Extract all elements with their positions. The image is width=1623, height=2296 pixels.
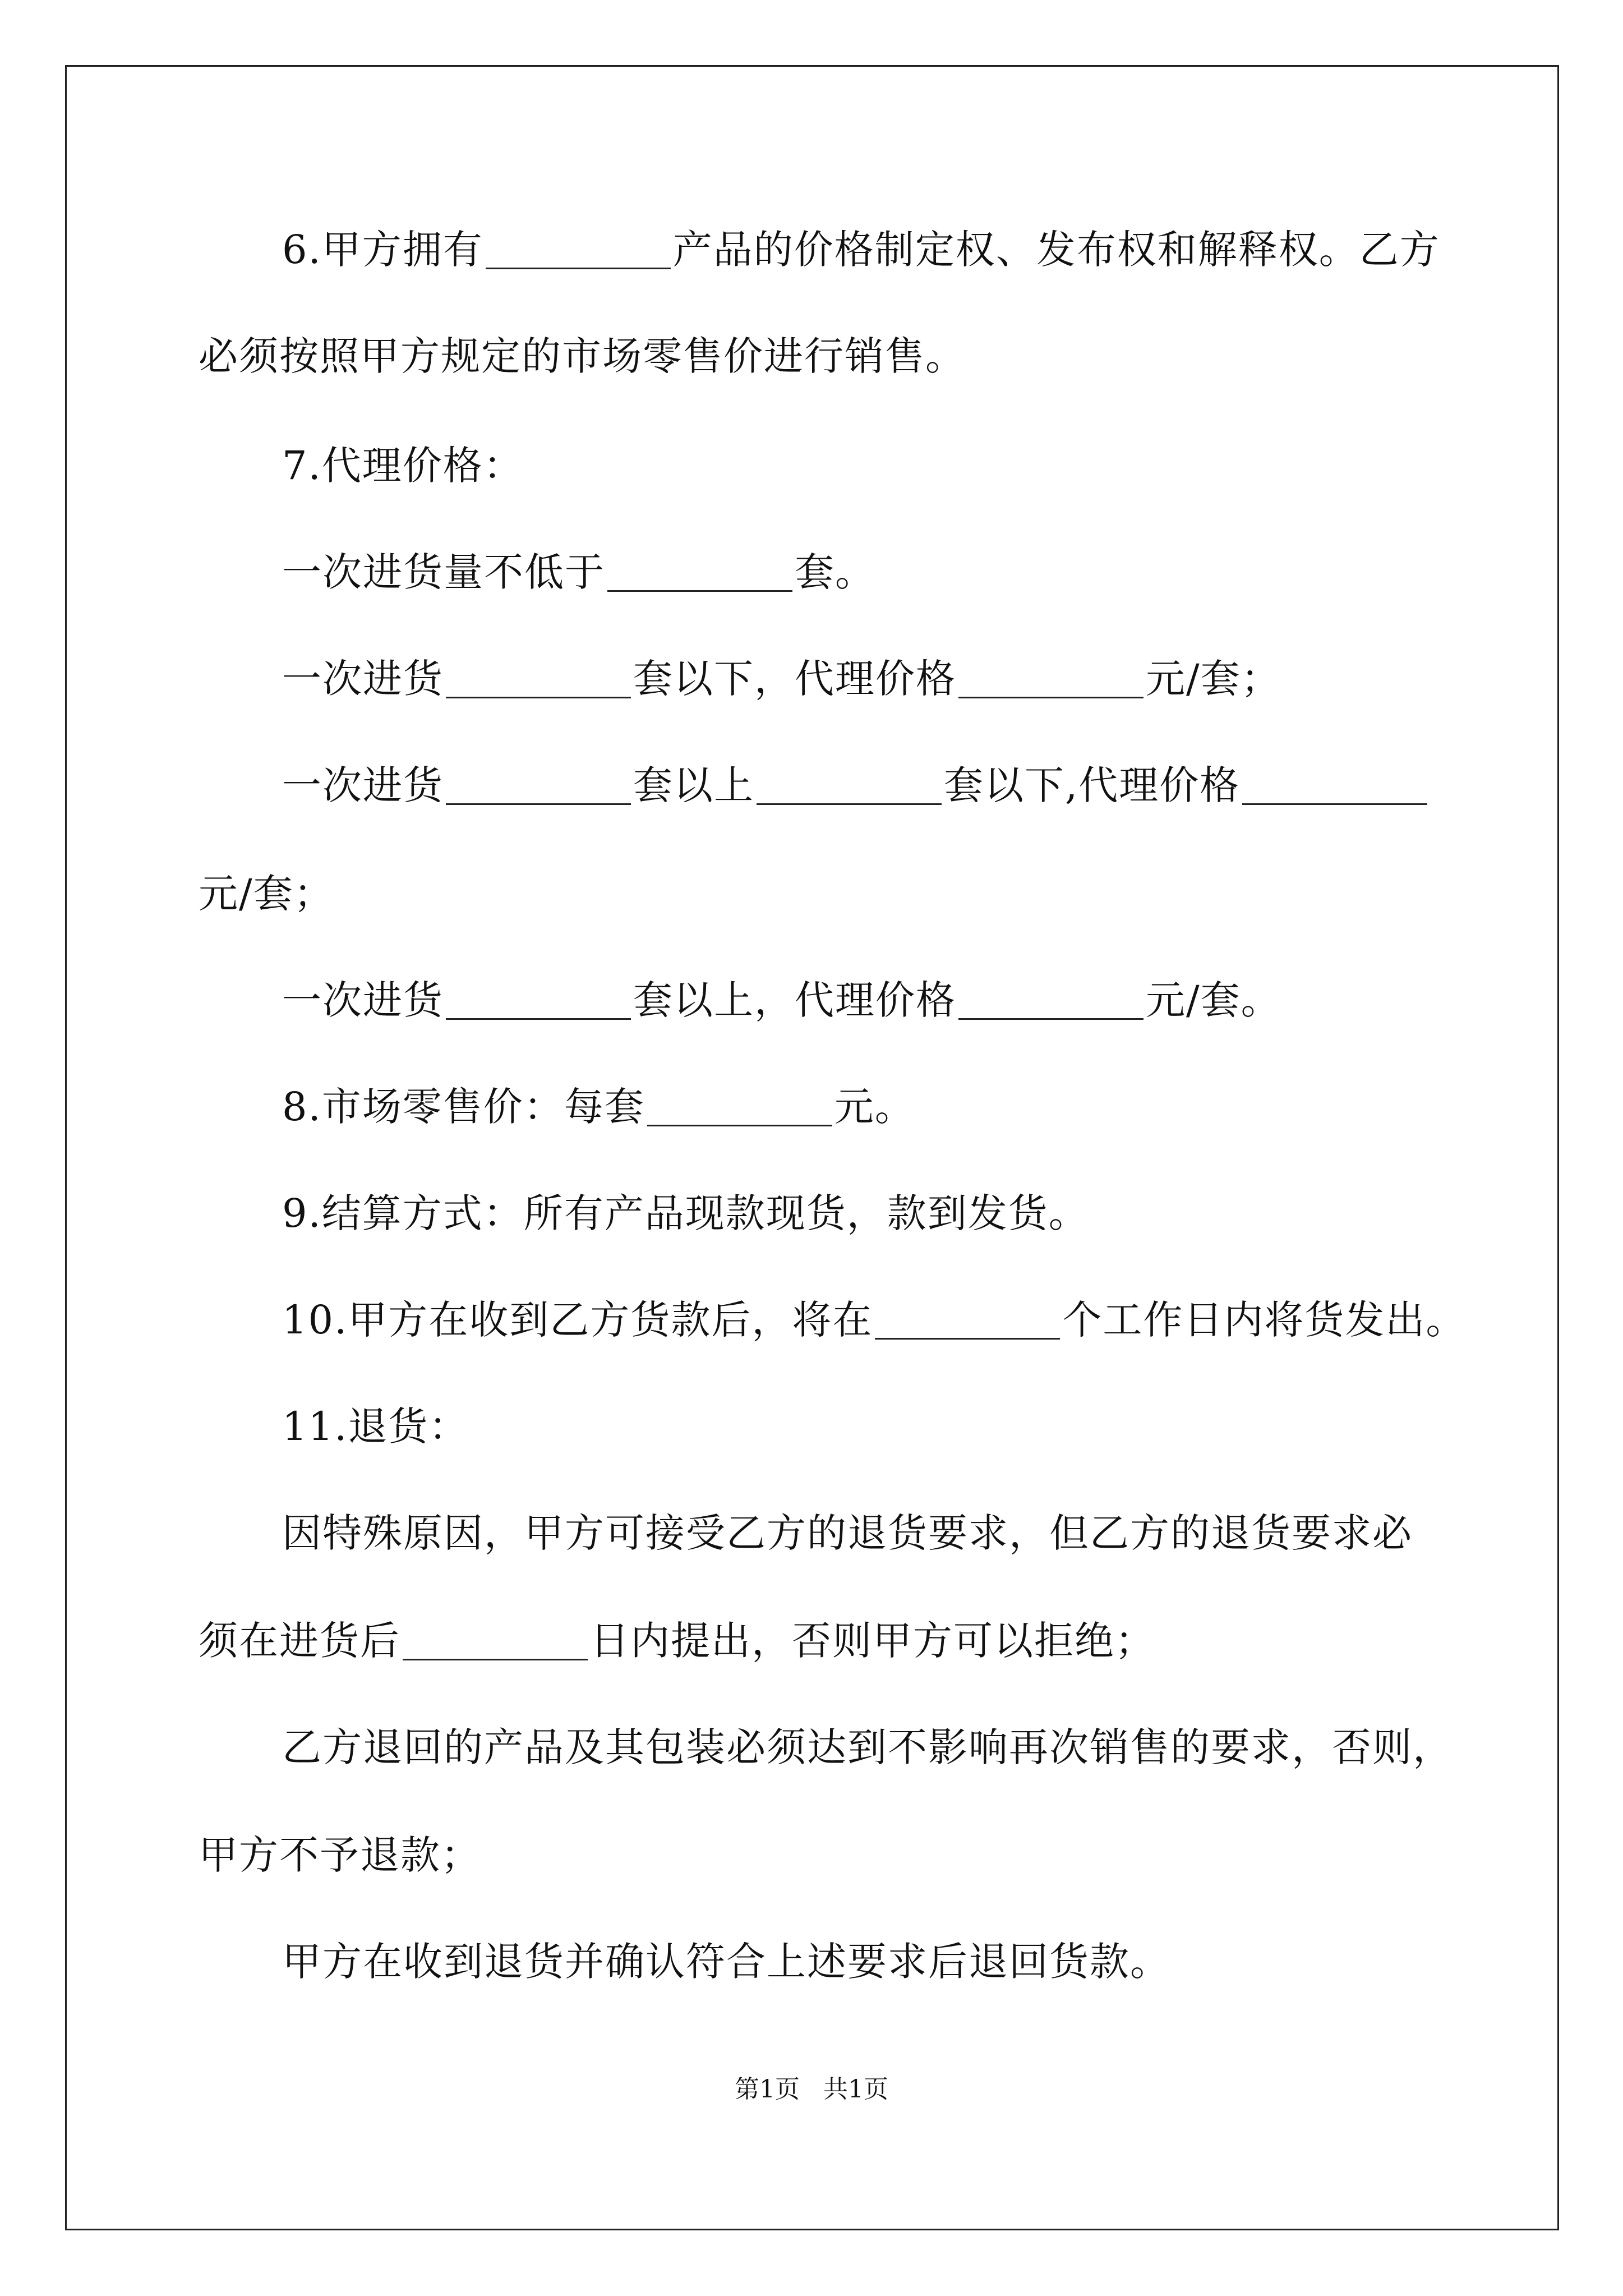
fill-blank: [403, 1621, 588, 1660]
fill-blank: [875, 1300, 1060, 1340]
fill-blank: [446, 766, 631, 805]
text-segment: 套。: [795, 549, 875, 595]
paragraph-tier-2-line-1: [282, 762, 1516, 808]
paragraph-7-heading: [282, 443, 1516, 489]
paragraph-tier-2-line-2: [199, 871, 1432, 917]
fill-blank: [958, 659, 1144, 698]
text-segment: 产品的价格制定权、发布权和解释权。乙方: [672, 227, 1440, 273]
text-segment: 个工作日内将货发出。: [1062, 1297, 1467, 1343]
paragraph-tier-3: [282, 977, 1516, 1023]
paragraph-10: [282, 1297, 1516, 1343]
paragraph-11-heading: [282, 1404, 1516, 1450]
text-segment: 必须按照甲方规定的市场零售价进行销售。: [199, 333, 966, 379]
text-segment: 7.代理价格：: [282, 443, 524, 489]
text-segment: 元/套；: [199, 871, 334, 917]
text-segment: 一次进货: [282, 762, 444, 808]
text-segment: 甲方不予退款；: [199, 1832, 481, 1878]
paragraph-return-3: [282, 1939, 1516, 1985]
paragraph-6-line-2: [199, 333, 1432, 379]
page-border: [65, 65, 1559, 2230]
paragraph-return-1-line-1: [282, 1510, 1516, 1556]
text-segment: 元。: [834, 1084, 915, 1130]
paragraph-return-2-line-1: [282, 1724, 1516, 1770]
text-segment: 套以下,代理价格: [944, 762, 1241, 808]
page-footer: [0, 2076, 1623, 2104]
text-segment: 6.甲方拥有: [282, 227, 483, 273]
paragraph-9: [282, 1190, 1516, 1236]
page-total: 共1页: [823, 2075, 888, 2104]
text-segment: 乙方退回的产品及其包装必须达到不影响再次销售的要求，否则，: [282, 1724, 1453, 1770]
text-segment: 日内提出，否则甲方可以拒绝；: [590, 1618, 1155, 1664]
page-number: 第1页: [735, 2075, 800, 2104]
text-segment: 8.市场零售价：每套: [282, 1084, 645, 1130]
text-segment: 11.退货：: [282, 1404, 469, 1450]
fill-blank: [647, 1087, 832, 1126]
text-segment: 元/套；: [1146, 656, 1281, 702]
text-segment: 因特殊原因，甲方可接受乙方的退货要求，但乙方的退货要求必: [282, 1510, 1413, 1556]
fill-blank: [607, 553, 792, 592]
fill-blank: [446, 981, 631, 1020]
paragraph-return-1-line-2: [199, 1618, 1432, 1664]
text-segment: 套以上，代理价格: [633, 977, 956, 1023]
paragraph-8: [282, 1084, 1516, 1130]
text-segment: 一次进货: [282, 977, 444, 1023]
text-segment: 一次进货量不低于: [282, 549, 605, 595]
fill-blank: [757, 766, 942, 805]
paragraph-tier-1: [282, 656, 1516, 702]
fill-blank: [958, 981, 1144, 1020]
text-segment: 9.结算方式：所有产品现款现货，款到发货。: [282, 1190, 1089, 1236]
text-segment: 一次进货: [282, 656, 444, 702]
text-segment: 10.甲方在收到乙方货款后，将在: [282, 1297, 873, 1343]
text-segment: 套以上: [633, 762, 754, 808]
paragraph-6-line-1: [282, 227, 1516, 273]
paragraph-return-2-line-2: [199, 1832, 1432, 1878]
fill-blank: [486, 230, 671, 269]
fill-blank: [446, 659, 631, 698]
fill-blank: [1242, 766, 1427, 805]
text-segment: 须在进货后: [199, 1618, 400, 1664]
text-segment: 套以下，代理价格: [633, 656, 956, 702]
text-segment: 甲方在收到退货并确认符合上述要求后退回货款。: [282, 1939, 1170, 1985]
paragraph-min-order: [282, 549, 1516, 595]
text-segment: 元/套。: [1146, 977, 1281, 1023]
